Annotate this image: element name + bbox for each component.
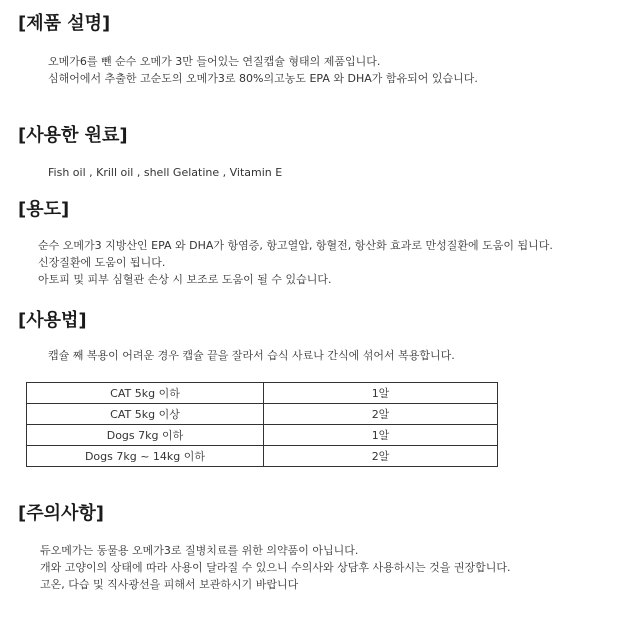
usage-purpose-line: 순수 오메가3 지방산인 EPA 와 DHA가 항염증, 항고열압, 항혈전, 항산화 효과로 만성질환에 도움이 됩니다. <box>38 239 553 252</box>
description-line: 오메가6를 뺀 순수 오메가 3만 들어있는 연질캡슐 형태의 제품입니다. <box>48 55 381 68</box>
cautions-text <box>40 542 511 593</box>
table-cell-target: CAT 5kg 이상 <box>27 404 264 425</box>
ingredients-text <box>48 164 282 181</box>
cautions-line: 듀오메가는 동물용 오메가3로 질병치료를 위한 의약품이 아닙니다. <box>40 544 359 557</box>
table-row <box>27 446 498 467</box>
ingredients-line: Fish oil , Krill oil , shell Gelatine , Vitamin E <box>48 166 283 179</box>
table-row <box>27 404 498 425</box>
cautions-line: 개와 고양이의 상태에 따라 사용이 달라질 수 있으니 수의사와 상담후 사용하시는 것을 권장합니다. <box>40 561 511 574</box>
table-cell-dose: 1알 <box>264 383 498 404</box>
description-line: 심해어에서 추출한 고순도의 오메가3로 80%의고농도 EPA 와 DHA가 함유되어 있습니다. <box>48 72 478 85</box>
directions-heading: [사용법] <box>18 310 87 331</box>
cautions-line: 고온, 다습 및 직사광선을 피해서 보관하시기 바랍니다 <box>40 578 299 591</box>
directions-line: 캡슐 째 복용이 어려운 경우 캡슐 끝을 잘라서 습식 사료나 간식에 섞어서 복용합니다. <box>48 349 455 362</box>
cautions-heading: [주의사항] <box>18 503 105 524</box>
directions-text <box>48 347 455 364</box>
table-cell-dose: 1알 <box>264 425 498 446</box>
usage-purpose-line: 아토피 및 피부 심혈관 손상 시 보조로 도움이 될 수 있습니다. <box>38 273 332 286</box>
table-row <box>27 425 498 446</box>
ingredients-heading: [사용한 원료] <box>18 125 128 146</box>
table-cell-target: CAT 5kg 이하 <box>27 383 264 404</box>
usage-purpose-heading: [용도] <box>18 199 70 220</box>
usage-purpose-text <box>38 237 553 288</box>
table-row <box>27 383 498 404</box>
usage-purpose-line: 신장질환에 도움이 됩니다. <box>38 256 166 269</box>
table-cell-target: Dogs 7kg ~ 14kg 이하 <box>27 446 264 467</box>
description-heading: [제품 설명] <box>18 13 111 34</box>
table-cell-dose: 2알 <box>264 446 498 467</box>
table-cell-target: Dogs 7kg 이하 <box>27 425 264 446</box>
table-cell-dose: 2알 <box>264 404 498 425</box>
dosage-table <box>26 382 498 467</box>
description-text <box>48 53 478 87</box>
